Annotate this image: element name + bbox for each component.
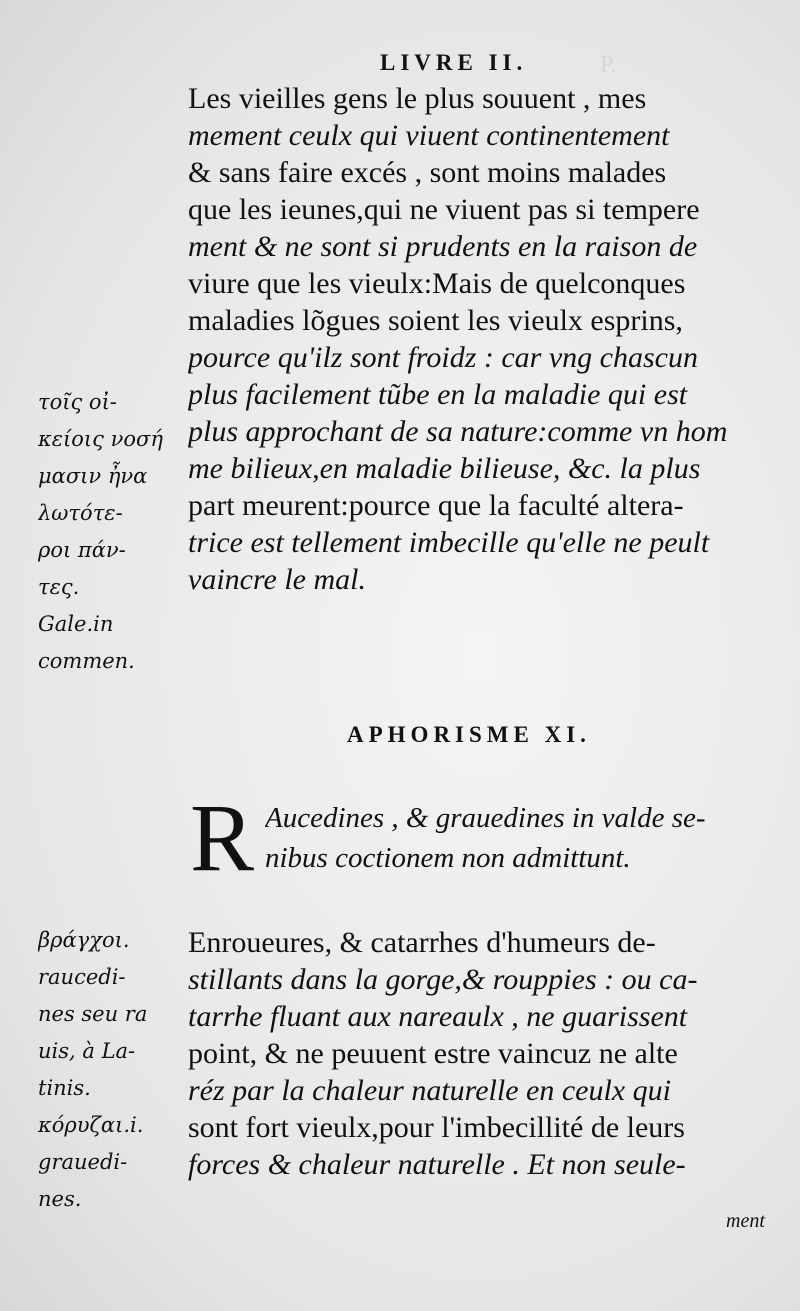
text-line: pource qu'ilz sont froidz : car vng chascun (188, 341, 698, 374)
margin-note-line: Gale.in (38, 612, 114, 636)
text-line: Les vieilles gens le plus souuent , mes (188, 82, 647, 115)
text-line: vaincre le mal. (188, 563, 366, 596)
margin-note-line: nes. (38, 1187, 82, 1211)
bleed-through-text: P. (600, 52, 617, 78)
text-line: Enroueures, & catarrhes d'humeurs de- (188, 926, 656, 959)
aphorism-title: APHORISME XI. (347, 722, 591, 747)
margin-note-line: commen. (38, 649, 135, 673)
margin-note-line: λωτότε- (38, 501, 123, 525)
margin-note-line: κόρυζαι.i. (38, 1113, 144, 1137)
margin-note-line: ροι πάν- (38, 538, 126, 562)
running-title: LIVRE II. (380, 50, 528, 75)
main-text-block-2 (188, 924, 794, 1183)
margin-note-line: nes seu ra (38, 1002, 148, 1026)
catchword: ment (726, 1210, 765, 1232)
margin-note-line: τοῖς οἰ- (38, 390, 117, 414)
drop-cap: R (190, 784, 255, 891)
text-line: viure que les vieulx:Mais de quelconques (188, 267, 686, 300)
text-line: point, & ne peuuent estre vaincuz ne alte (188, 1037, 678, 1070)
text-line: part meurent:pource que la faculté altera- (188, 489, 684, 522)
aphorism-line: Aucedines , & grauedines in valde se- (265, 802, 706, 834)
text-line: plus approchant de sa nature:comme vn hom (188, 415, 728, 448)
text-line: que les ieunes,qui ne viuent pas si tempere (188, 193, 700, 226)
text-line: sont fort vieulx,pour l'imbecillité de leurs (188, 1111, 685, 1144)
text-line: & sans faire excés , sont moins malades (188, 156, 667, 189)
text-line: ment & ne sont si prudents en la raison de (188, 230, 698, 263)
margin-note-line: κείοις νοσή (38, 427, 163, 451)
aphorism-line: nibus coctionem non admittunt. (265, 842, 631, 874)
text-line: maladies lõgues soient les vieulx esprins, (188, 304, 683, 337)
text-line: tarrhe fluant aux nareaulx , ne guarissent (188, 1000, 688, 1033)
aphorism-latin-text (265, 798, 795, 878)
margin-note-greek-1 (38, 384, 183, 680)
text-line: forces & chaleur naturelle . Et non seule- (188, 1148, 686, 1181)
margin-note-line: βράγχοι. (38, 928, 130, 952)
main-text-block-1 (188, 80, 794, 598)
margin-note-line: tinis. (38, 1076, 91, 1100)
text-line: plus facilement tũbe en la maladie qui est (188, 378, 688, 411)
margin-note-line: raucedi- (38, 965, 126, 989)
text-line: réz par la chaleur naturelle en ceulx qui (188, 1074, 671, 1107)
margin-note-line: grauedi- (38, 1150, 128, 1174)
text-line: me bilieux,en maladie bilieuse, &c. la plus (188, 452, 701, 485)
text-line: trice est tellement imbecille qu'elle ne peult (188, 526, 710, 559)
text-line: mement ceulx qui viuent continentement (188, 119, 670, 152)
margin-note-line: uis, à La- (38, 1039, 136, 1063)
margin-note-line: τες. (38, 575, 80, 599)
margin-note-line: μασιν ἦνα (38, 464, 148, 488)
margin-note-greek-2 (38, 922, 183, 1218)
text-line: stillants dans la gorge,& rouppies : ou ca- (188, 963, 698, 996)
